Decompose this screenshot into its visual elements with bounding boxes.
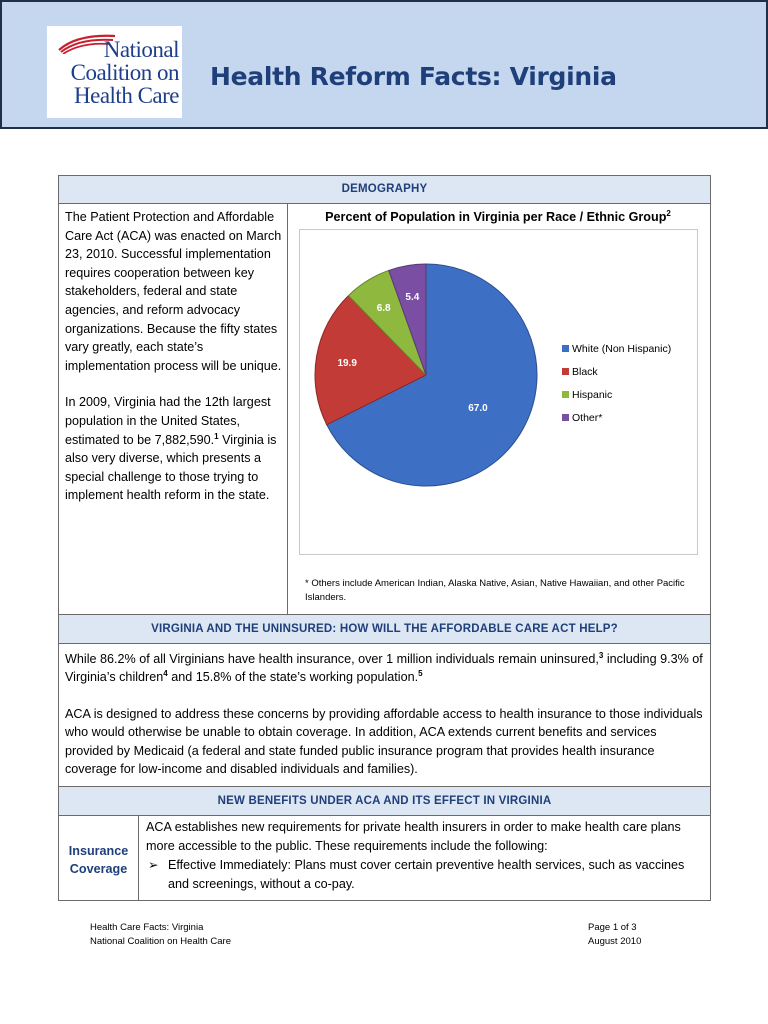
logo-line-3: Health Care xyxy=(74,83,179,108)
label-line-2: Coverage xyxy=(69,862,128,877)
list-item xyxy=(146,856,706,893)
footnote-ref: 5 xyxy=(418,669,423,679)
logo-wordmark xyxy=(59,38,179,107)
legend-label-0: White (Non Hispanic) xyxy=(572,343,672,355)
column-divider xyxy=(287,204,288,614)
data-label-3: 5.4 xyxy=(405,292,420,304)
coverage-intro: ACA establishes new requirements for private health insurers in order to make health care plans more accessible to the public. These requirements include the following: xyxy=(146,820,681,853)
insurance-coverage-label xyxy=(59,816,139,900)
demography-paragraph-1: The Patient Protection and Affordable Care Act (ACA) was enacted on March 23, 2010. Successful implementation requires cooperation between key stakeholders, federal and state agencies, and reform advocacy organizations. Because the fifty states vary greatly, each state’s implementation process will be unique. xyxy=(65,210,282,373)
label-line-1: Insurance xyxy=(68,844,129,859)
uninsured-section xyxy=(59,644,710,787)
header-banner xyxy=(0,0,768,129)
legend-swatch-2 xyxy=(562,391,569,398)
arrow-bullet-icon: ➢ xyxy=(148,858,159,873)
uninsured-paragraph-1 xyxy=(65,650,704,687)
legend-label-3: Other* xyxy=(572,412,603,424)
chart-title-footnote: 2 xyxy=(666,208,671,218)
page-title: Health Reform Facts: Virginia xyxy=(210,62,617,91)
legend-label-1: Black xyxy=(572,366,598,378)
uninsured-text-c: and 15.8% of the state’s working population. xyxy=(167,670,419,685)
chart-title xyxy=(288,210,708,224)
data-label-1: 19.9 xyxy=(337,357,357,369)
page-number: Page 1 of 3 xyxy=(588,922,637,933)
footer-left xyxy=(90,921,231,949)
data-label-2: 6.8 xyxy=(376,303,391,315)
footer-date: August 2010 xyxy=(588,936,642,947)
fact-table xyxy=(58,175,711,901)
population-text: In 2009, Virginia had the 12th largest population in the United States, estimated to be 7,882,590. xyxy=(65,395,271,447)
legend-label-2: Hispanic xyxy=(572,389,613,401)
pie-chart xyxy=(300,230,697,554)
insurance-coverage-row xyxy=(59,816,710,900)
uninsured-text-b: including 9.3% of Virginia’s children xyxy=(65,652,703,685)
logo-line-2: Coalition on xyxy=(70,60,179,85)
uninsured-heading: VIRGINIA AND THE UNINSURED: HOW WILL THE AFFORDABLE CARE ACT HELP? xyxy=(59,615,710,644)
footnote-ref: 3 xyxy=(598,650,604,660)
insurance-coverage-text xyxy=(146,818,706,893)
benefits-heading: NEW BENEFITS UNDER ACA AND ITS EFFECT IN VIRGINIA xyxy=(59,787,710,816)
legend-swatch-1 xyxy=(562,368,569,375)
demography-text xyxy=(65,208,283,523)
demography-row xyxy=(59,204,710,615)
chart-frame xyxy=(299,229,698,555)
chart-title-text: Percent of Population in Virginia per Race / Ethnic Group xyxy=(325,210,667,224)
chart-footnote: * Others include American Indian, Alaska Native, Asian, Native Hawaiian, and other Pacific Islanders. xyxy=(305,578,685,603)
uninsured-paragraph-2: ACA is designed to address these concerns by providing affordable access to health insurance to those individuals who would otherwise be unable to obtain coverage. In addition, ACA extends current benefits and services provided by Medicaid (a federal and state funded public insurance program that provides health insurance coverage for low-income and disabled individuals and families). xyxy=(65,706,703,777)
uninsured-text-a: While 86.2% of all Virginians have health insurance, over 1 million individuals remain uninsured, xyxy=(65,652,599,666)
data-label-0: 67.0 xyxy=(468,403,488,415)
diversity-text: Virginia is also very diverse, which presents a special challenge to those trying to implement health reform in the state. xyxy=(65,432,277,503)
demography-heading: DEMOGRAPHY xyxy=(59,176,710,204)
footer-right xyxy=(588,921,641,949)
bullet-text: Effective Immediately: Plans must cover certain preventive health services, such as vaccines and screenings, without a co-pay. xyxy=(168,858,685,891)
demography-paragraph-2 xyxy=(65,393,283,505)
legend-swatch-0 xyxy=(562,345,569,352)
footer-doc-title: Health Care Facts: Virginia xyxy=(90,922,204,933)
legend-swatch-3 xyxy=(562,414,569,421)
logo-line-1: National xyxy=(103,37,179,62)
footnote-ref: 4 xyxy=(163,669,168,679)
footer-org: National Coalition on Health Care xyxy=(90,936,231,947)
nchc-logo xyxy=(47,26,182,118)
footnote-ref: 1 xyxy=(214,431,219,441)
